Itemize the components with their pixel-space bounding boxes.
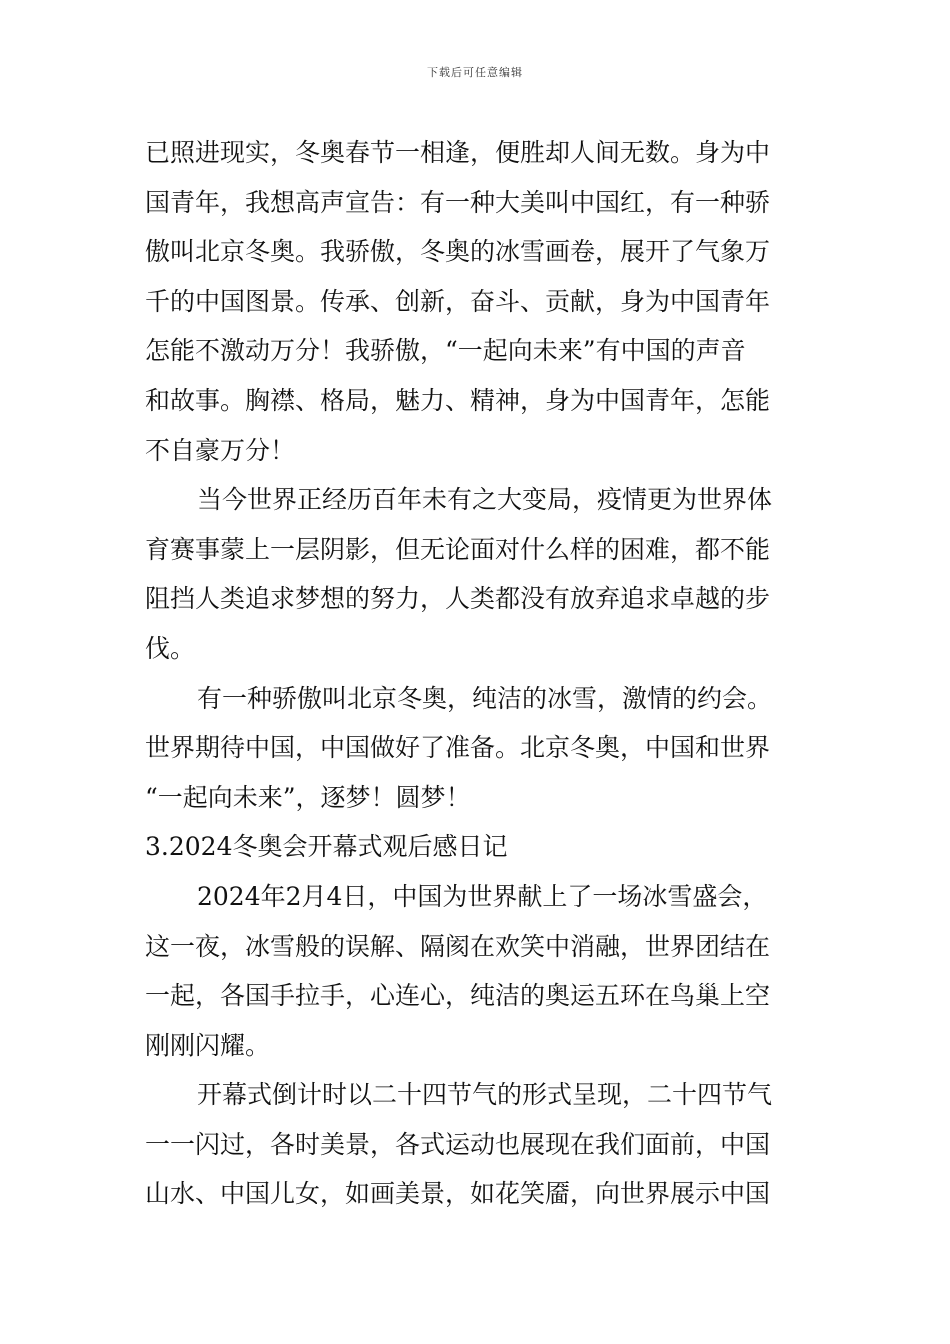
text-line: 不自豪万分！ bbox=[145, 435, 296, 465]
text-line: 有一种骄傲叫北京冬奥，纯洁的冰雪，激情的约会。 bbox=[197, 683, 773, 713]
text-line: 伐。 bbox=[145, 633, 196, 663]
text-line: 当今世界正经历百年未有之大变局，疫情更为世界体 bbox=[197, 485, 773, 515]
text-line: 山水、中国儿女，如画美景，如花笑靥，向世界展示中国 bbox=[145, 1179, 771, 1209]
page-header: 下载后可任意编辑 bbox=[427, 66, 523, 79]
text-line: 已照进现实，冬奥春节一相逢，便胜却人间无数。身为中 bbox=[145, 138, 771, 167]
document-body bbox=[145, 128, 810, 1219]
text-line: 育赛事蒙上一层阴影，但无论面对什么样的困难，都不能 bbox=[145, 534, 771, 564]
text-line: 和故事。胸襟、格局，魅力、精神，身为中国青年，怎能 bbox=[145, 385, 771, 415]
text-line: 怎能不激动万分！我骄傲，“一起向未来”有中国的声音 bbox=[145, 336, 746, 366]
text-line: 一一闪过，各时美景，各式运动也展现在我们面前，中国 bbox=[145, 1129, 771, 1159]
text-line: 千的中国图景。传承、创新，奋斗、贡献，身为中国青年 bbox=[145, 286, 771, 316]
text-line: 3.2024冬奥会开幕式观后感日记 bbox=[145, 832, 508, 862]
text-line: 阻挡人类追求梦想的努力，人类都没有放弃追求卓越的步 bbox=[145, 584, 771, 614]
text-line: 2024年2月4日，中国为世界献上了一场冰雪盛会， bbox=[197, 881, 768, 911]
text-line: 这一夜，冰雪般的误解、隔阂在欢笑中消融，世界团结在 bbox=[145, 931, 771, 961]
text-line: 一起，各国手拉手，心连心，纯洁的奥运五环在鸟巢上空 bbox=[145, 981, 771, 1011]
text-line: 国青年，我想高声宣告：有一种大美叫中国红，有一种骄 bbox=[145, 187, 771, 217]
text-line: 世界期待中国，中国做好了准备。北京冬奥，中国和世界 bbox=[145, 733, 771, 763]
text-line: 开幕式倒计时以二十四节气的形式呈现，二十四节气 bbox=[197, 1080, 773, 1110]
text-line: 刚刚闪耀。 bbox=[145, 1030, 271, 1060]
text-line: 傲叫北京冬奥。我骄傲，冬奥的冰雪画卷，展开了气象万 bbox=[145, 237, 771, 267]
text-line: “一起向未来”，逐梦！圆梦！ bbox=[145, 782, 471, 812]
